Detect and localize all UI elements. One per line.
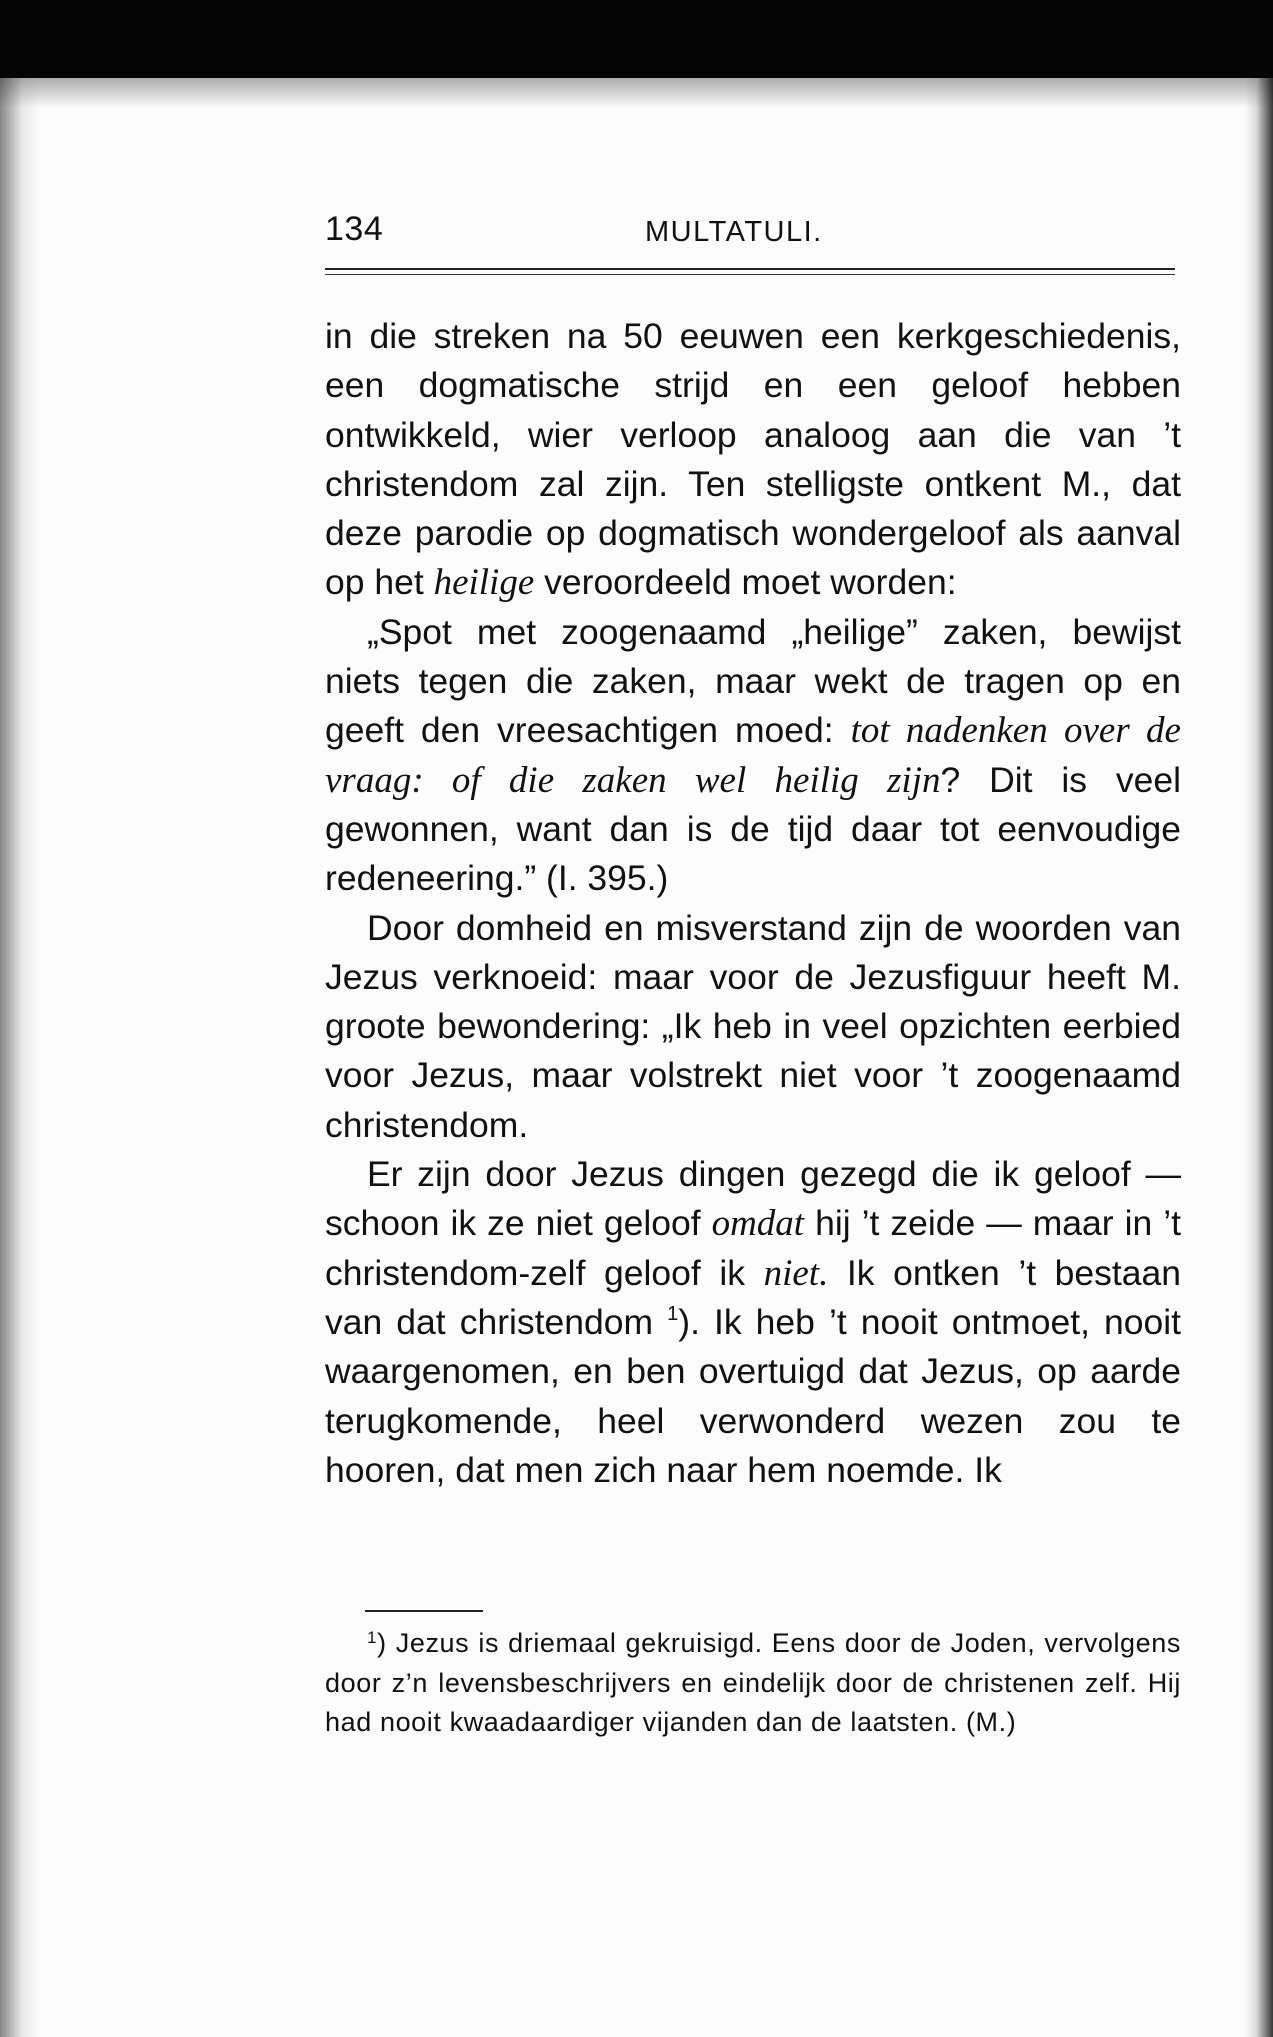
scan-right-edge (1245, 78, 1273, 2037)
body-text (325, 312, 1181, 1495)
scan-left-edge (0, 78, 40, 2037)
footnote-marker: 1 (367, 1628, 378, 1647)
footnote-text: $^1$) Jezus is driemaal gekruisigd. Eens door de Joden, vervolgens door z’n levensbeschrijvers en eindelijk door de christenen zelf. Hij had nooit kwaadaardiger vijanden dan de laatsten. (M.) (325, 1628, 1181, 1737)
page-header (325, 210, 1175, 258)
paragraph-1: in die streken na 50 eeuwen een kerkgeschiedenis, een dogmatische strijd en een geloof hebben ontwikkeld, wier verloop analoog aan die van ’t christendom zal zijn. Ten stelligste ontkent M., dat deze parodie op dogmatisch wondergeloof als aanval op het heilige veroordeeld moet worden: (325, 316, 1181, 604)
header-rule (325, 268, 1175, 275)
footnote (325, 1624, 1181, 1743)
scan-top-border (0, 0, 1273, 78)
scan-shadow (0, 78, 1273, 108)
footnote-reference: 1 (667, 1302, 679, 1325)
paragraph-4: Er zijn door Jezus dingen gezegd die ik geloof — schoon ik ze niet geloof omdat hij ’t zeide — maar in ’t christendom-zelf geloof ik niet. Ik ontken ’t bestaan van dat christendom $^1$). Ik heb ’t nooit ontmoet, nooit waargenomen, en ben overtuigd dat Jezus, op aarde terugkomende, heel verwonderd wezen zou te hooren, dat men zich naar hem noemde. Ik (325, 1154, 1181, 1490)
paragraph-2-quote: „Spot met zoogenaamd „heilige” zaken, bewijst niets tegen die zaken, maar wekt de tragen op en geeft den vreesachtigen moed: tot nadenken over de vraag: of die zaken wel heilig zijn? Dit is veel gewonnen, want dan is de tijd daar tot eenvoudige redeneering.” (I. 395.) (325, 611, 1181, 899)
footnote-rule (365, 1610, 483, 1612)
running-head: MULTATULI. (645, 216, 823, 248)
page-number: 134 (325, 210, 384, 248)
paragraph-3: Door domheid en misverstand zijn de woorden van Jezus verknoeid: maar voor de Jezusfiguur heeft M. groote bewondering: „Ik heb in veel opzichten eerbied voor Jezus, maar volstrekt niet voor ’t zoogenaamd christendom. (325, 907, 1181, 1145)
